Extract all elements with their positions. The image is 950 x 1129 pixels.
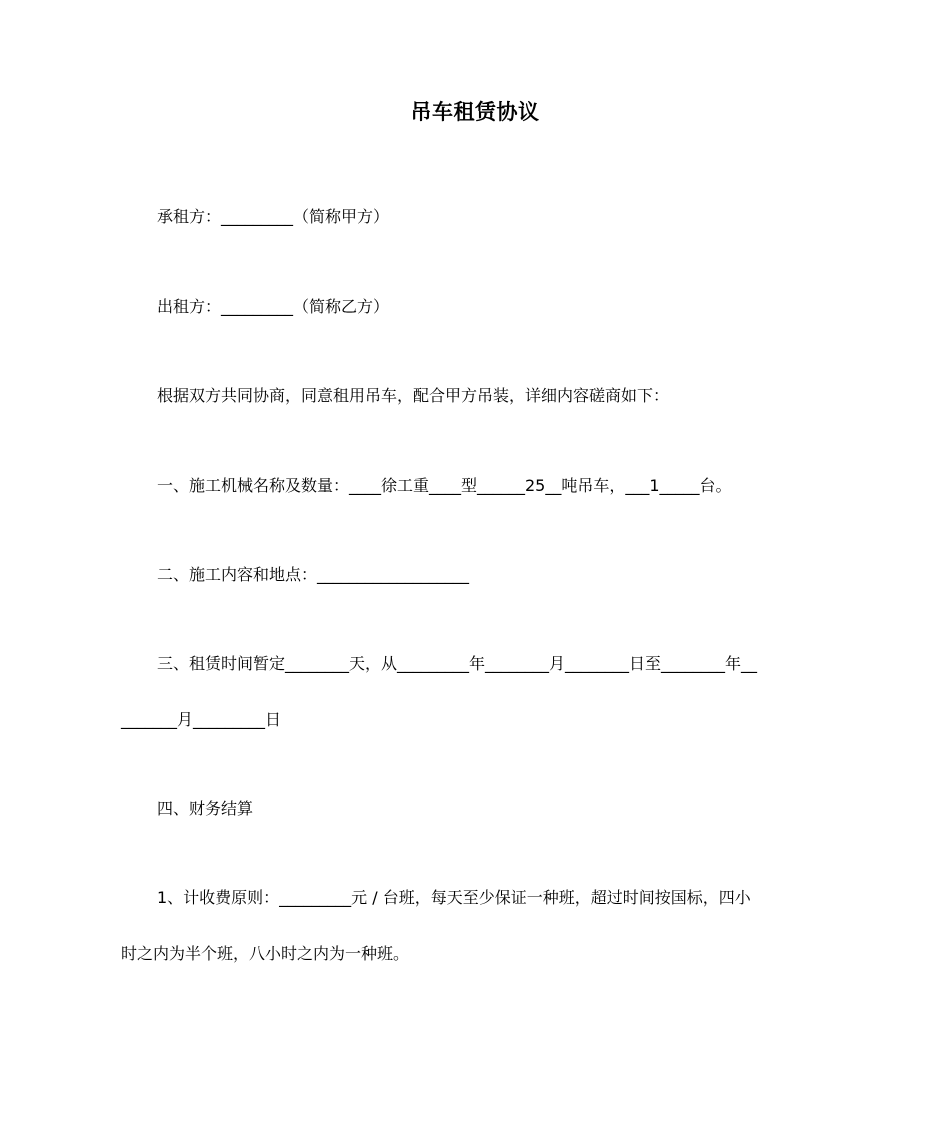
lessor-line: 出租方：_________（简称乙方）	[157, 297, 390, 316]
clause-4-1-fee-principle: 1、计收费原则：_________元 / 台班，每天至少保证一种班，超过时间按国标，四小	[157, 888, 751, 907]
clause-4-settlement-heading: 四、财务结算	[157, 799, 254, 818]
clause-3-lease-period-continued: _______月_________日	[121, 710, 282, 729]
clause-3-lease-period: 三、租赁时间暂定________天，从_________年________月________日至________年__	[157, 654, 758, 673]
clause-2-content-location: 二、施工内容和地点：___________________	[157, 565, 470, 584]
lessee-line: 承租方：_________（简称甲方）	[157, 207, 390, 226]
document-title: 吊车租赁协议	[410, 100, 540, 124]
clause-1-machinery: 一、施工机械名称及数量：____徐工重____型______25__吨吊车，___1_____台。	[157, 476, 732, 495]
clause-4-1-fee-principle-continued: 时之内为半个班，八小时之内为一种班。	[121, 944, 410, 963]
preamble-line: 根据双方共同协商，同意租用吊车，配合甲方吊装，详细内容磋商如下：	[157, 386, 670, 405]
